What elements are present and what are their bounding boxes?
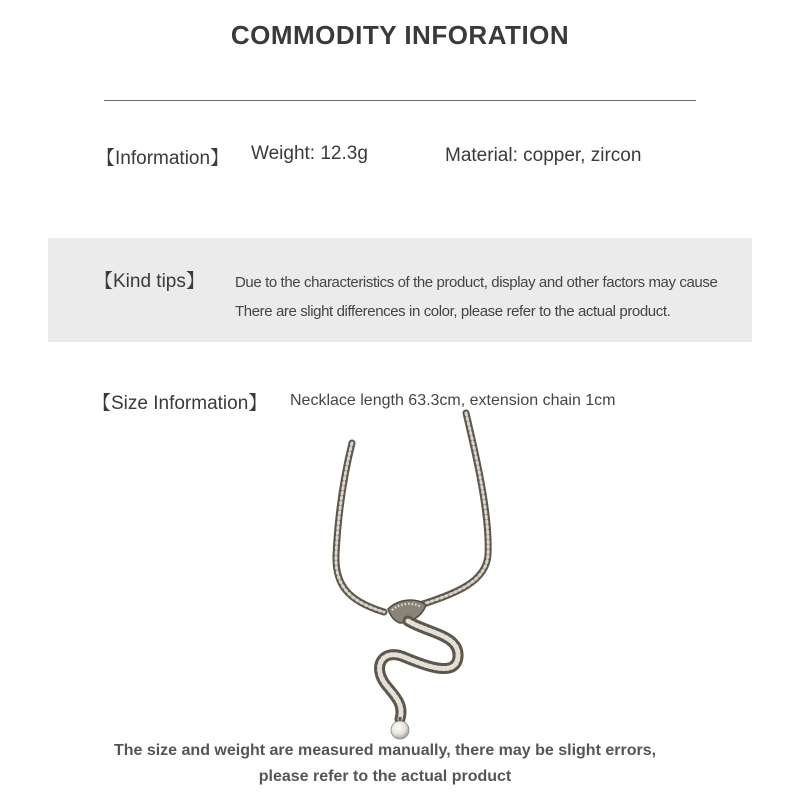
kind-tips-line-2: There are slight differences in color, please refer to the actual product. xyxy=(235,303,671,320)
disclaimer-line-1: The size and weight are measured manually, there may be slight errors, xyxy=(113,742,657,759)
disclaimer-footer xyxy=(0,738,770,790)
page-title: COMMODITY INFORATION xyxy=(230,20,570,50)
weight-value: Weight: 12.3g xyxy=(251,143,368,164)
kind-tips-text xyxy=(235,268,717,326)
size-information-value: Necklace length 63.3cm, extension chain 1cm xyxy=(290,392,616,409)
disclaimer-line-2: please refer to the actual product xyxy=(258,768,512,785)
information-row xyxy=(0,143,800,173)
material-value: Material: copper, zircon xyxy=(445,145,642,166)
kind-tips-line-1: Due to the characteristics of the product, display and other factors may cause xyxy=(235,274,718,291)
title-divider xyxy=(104,100,696,101)
kind-tips-label: 【Kind tips】 xyxy=(94,271,205,292)
kind-tips-section xyxy=(48,238,752,342)
size-information-label: 【Size Information】 xyxy=(92,393,268,414)
information-label: 【Information】 xyxy=(96,148,230,169)
snake-necklace-icon xyxy=(300,405,520,740)
